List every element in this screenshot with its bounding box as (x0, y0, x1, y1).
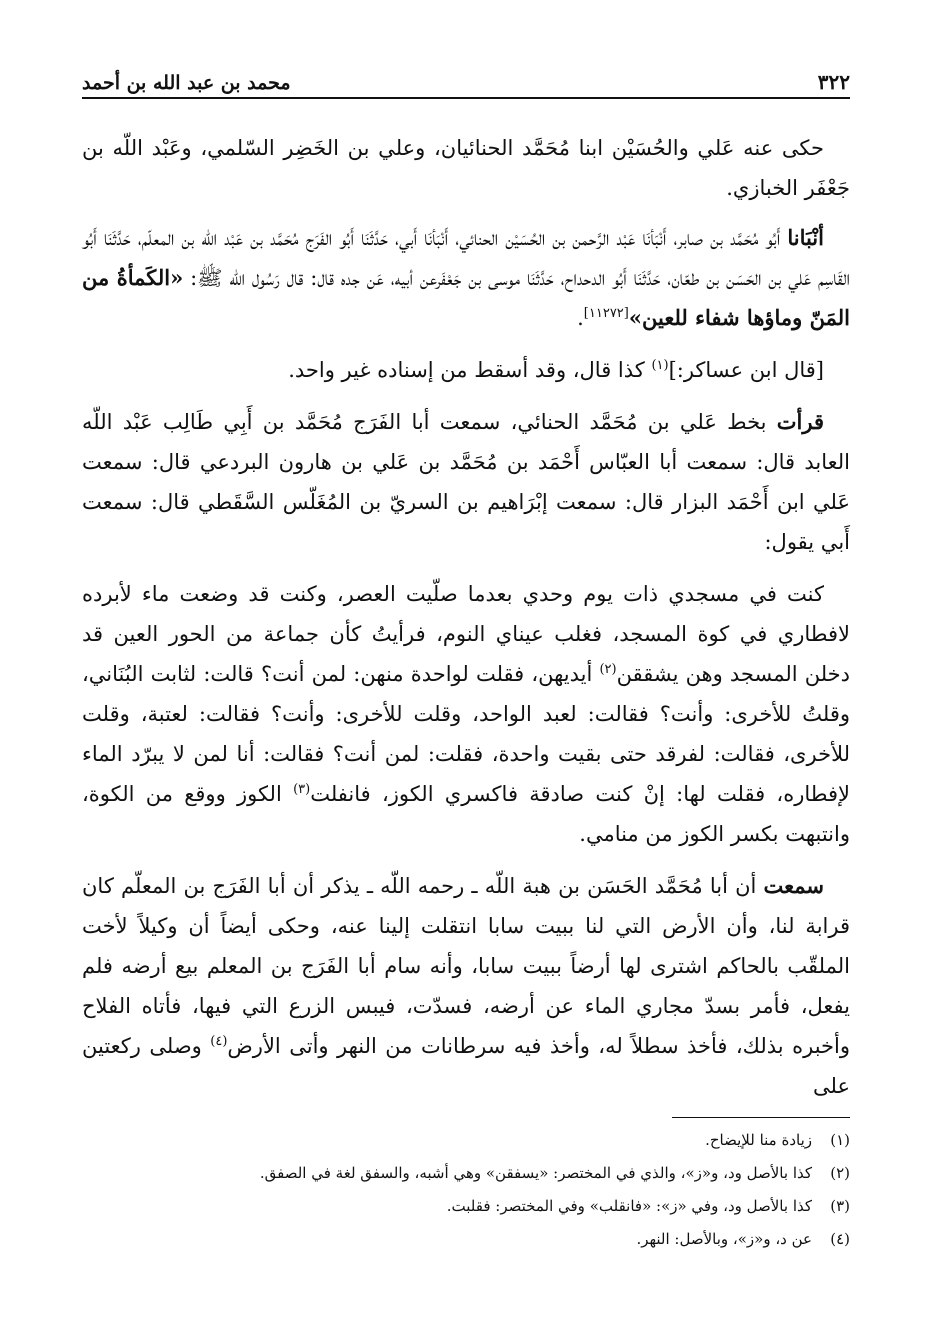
hadith-quote: «الكَمأةُ من المَنّ وماؤها شفاء للعين» (82, 265, 850, 330)
footnote-marker: (١) (651, 358, 669, 373)
paragraph-2 (82, 218, 850, 338)
paragraph-5 (82, 574, 850, 854)
page-number: ٣٢٢ (817, 70, 850, 94)
footnote-text: عن د، و«ز»، وبالأصل: النهر. (636, 1230, 812, 1248)
running-header (82, 58, 850, 94)
paragraph-lead-word: سمعت (763, 873, 824, 898)
footnote-divider (672, 1117, 850, 1118)
paragraph-text: أن أبا مُحَمَّد الحَسَن بن هبة اللّه ـ رحمه اللّه ـ يذكر أن أبا الفَرَج بن المعلّم كان قرابة لنا، وأن الأرض التي لنا ببيت سابا انتقلت إلينا عنه، وحكى أيضاً أن وكيلاً لأخت الملقّب بالحاكم اشترى لها أرضاً ببيت سابا، وأنه سام أبا الفَرَج بن المعلم بيع أرضه فلم يفعل، فأمر بسدّ مجاري الماء عن أرضه، فسدّت، فيبس الزرع التي فيها، فأتاه الفلاح وأخبره بذلك، فأخذ سطلاً له، وأخذ فيه سرطانات من النهر وأتى الأرض (82, 874, 850, 1058)
footnote-item (82, 1190, 850, 1223)
footnote-text: كذا بالأصل ود، وفي «ز»: «فانقلب» وفي المختصر: فقلبت. (446, 1197, 812, 1215)
footnote-text: زيادة منا للإيضاح. (705, 1131, 812, 1149)
paragraph-text-continued: أيديهن، فقلت لواحدة منهن: لمن أنت؟ قالت: لثابت البُنَاني، وقلتُ للأخرى: وأنت؟ فقالت: لعبد الواحد، وقلت للأخرى: وأنت؟ فقالت: لعتبة، وقلت للأخرى، فقالت: لفرقد حتى بقيت واحدة، فقلت: لمن أنت؟ فقالت: أنا لمن لا يبرّد الماء لإفطاره، فقلت لها: إنْ كنت صادقة فاكسري الكوز، فانفلت (82, 662, 850, 806)
footnote-item (82, 1223, 850, 1256)
footnote-marker: (٣) (293, 782, 311, 797)
footnotes (82, 1124, 850, 1256)
footnote-item (82, 1157, 850, 1190)
paragraph-lead-word: قرأت (776, 409, 824, 434)
paragraph-text: أَبُو مُحَمَّد بن صابر، أَنْبَأنَا عَبْد الرَّحمن بن الحُسَيْن الحنائي، أَنْبَأنَا أَبي، حَدَّثَنَا أَبُو الفَرَج مُحَمَّد بن عَبْد اللّه بن المعلّم، حَدَّثَنَا أَبُو القَاسِم عَلي بن الحَسَن بن طعّان، حَدَّثَنَا أَبُو الدحداح، حَدَّثَنَا موسى بن جَعْفَرعن أبيه، عَن جده قال: قال رَسُول اللّه ﷺ: (82, 226, 850, 290)
footnote-number: (١) (830, 1131, 850, 1149)
paragraph-tail: . (577, 306, 584, 330)
footnote-text: كذا بالأصل ود، و«ز»، والذي في المختصر: «يسفقن» وهي أشبه، والسفق لغة في الصفق. (259, 1164, 812, 1182)
paragraph-text-continued: وصلى ركعتين على (82, 1034, 850, 1098)
paragraph-6 (82, 866, 850, 1106)
paragraph-lead-word: أنْبَانا (787, 225, 824, 250)
main-text (82, 128, 850, 1118)
paragraph-3 (82, 350, 850, 390)
paragraph-text: [قال ابن عساكر:] (668, 358, 824, 382)
paragraph-text-end: الكوز ووقع من الكوة، وانتبهت بكسر الكوز من منامي. (82, 782, 850, 846)
footnote-marker: (٢) (599, 662, 617, 677)
paragraph-text: حكى عنه عَلي والحُسَيْن ابنا مُحَمَّد الحنائيان، وعلي بن الخَضِر السّلمي، وعَبْد اللّه بن جَعْفَر الخبازي. (82, 136, 850, 200)
footnote-number: (٣) (830, 1197, 850, 1215)
footnote-marker: (٤) (210, 1034, 228, 1049)
paragraph-1 (82, 128, 850, 208)
paragraph-text: بخط عَلي بن مُحَمَّد الحنائي، سمعت أبا الفَرَج مُحَمَّد بن أَبِي طَالِب عَبْد اللّه العابد قال: سمعت أبا العبّاس أَحْمَد بن مُحَمَّد بن عَلي بن هارون البردعي قال: سمعت عَلي ابن أَحْمَد البزار قال: سمعت إبْرَاهيم بن السريّ بن المُغَلّس السَّقَطي قال: سمعت أَبي يقول: (82, 410, 850, 554)
footnote-number: (٤) (830, 1230, 850, 1248)
footnote-item (82, 1124, 850, 1157)
paragraph-4 (82, 402, 850, 562)
hadith-reference-number: [١١٢٧٢] (583, 306, 629, 321)
paragraph-text: كنت في مسجدي ذات يوم وحدي بعدما صلّيت العصر، وكنت قد وضعت ماء لأبرده لافطاري في كوة المسجد، فغلب عيناي النوم، فرأيتُ كأن جماعة من الحور العين قد دخلن المسجد وهن يشققن (82, 582, 851, 686)
running-title: محمد بن عبد الله بن أحمد (82, 72, 291, 94)
header-divider (82, 97, 850, 99)
footnote-number: (٢) (830, 1164, 850, 1182)
paragraph-tail: كذا قال، وقد أسقط من إسناده غير واحد. (288, 358, 652, 382)
